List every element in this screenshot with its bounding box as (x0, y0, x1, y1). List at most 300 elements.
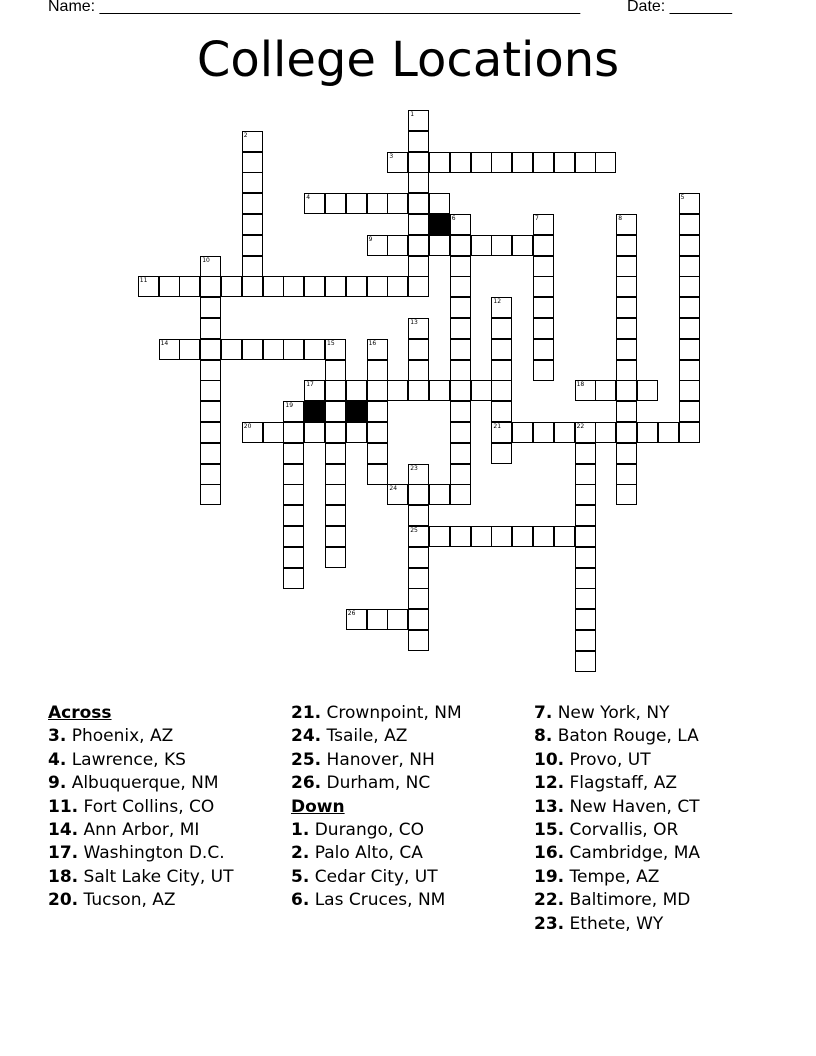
grid-cell[interactable] (450, 380, 471, 401)
clue-text: Cambridge, MA (569, 843, 701, 864)
grid-cell[interactable] (367, 276, 388, 297)
grid-cell[interactable] (408, 568, 429, 589)
grid-cell[interactable] (491, 152, 512, 173)
grid-cell[interactable] (533, 526, 554, 547)
clue-item (291, 725, 462, 748)
cell-number: 24 (389, 485, 398, 493)
grid-cell[interactable] (325, 401, 346, 422)
clue-text: Provo, UT (569, 749, 651, 770)
grid-cell[interactable] (325, 464, 346, 485)
clue-text: Tsaile, AZ (326, 726, 408, 747)
grid-cell[interactable] (616, 235, 637, 256)
grid-cell[interactable] (429, 193, 450, 214)
clue-item (534, 866, 700, 889)
grid-cell[interactable] (575, 484, 596, 505)
black-cell (429, 214, 450, 235)
cell-number: 15 (327, 339, 335, 347)
grid-cell[interactable] (242, 339, 263, 360)
clue-item (48, 889, 233, 912)
clue-text: Baltimore, MD (569, 890, 691, 911)
grid-cell[interactable] (575, 568, 596, 589)
grid-cell[interactable] (679, 380, 700, 401)
grid-cell[interactable] (346, 422, 367, 443)
grid-cell[interactable] (491, 380, 512, 401)
grid-cell[interactable] (491, 297, 512, 318)
grid-cell[interactable] (408, 547, 429, 568)
cell-number: 3 (389, 152, 394, 160)
grid-cell[interactable] (533, 152, 554, 173)
grid-cell[interactable] (512, 422, 533, 443)
grid-cell[interactable] (450, 443, 471, 464)
grid-cell[interactable] (408, 484, 429, 505)
grid-cell[interactable] (408, 110, 429, 131)
grid-cell[interactable] (200, 318, 221, 339)
grid-cell[interactable] (325, 505, 346, 526)
grid-cell[interactable] (512, 152, 533, 173)
grid-cell[interactable] (533, 318, 554, 339)
grid-cell[interactable] (679, 401, 700, 422)
clue-text: New York, NY (557, 703, 670, 723)
clue-number: 21. (291, 703, 322, 723)
grid-cell[interactable] (679, 214, 700, 235)
clue-number: 1. (291, 820, 310, 841)
clue-number: 12. (534, 773, 565, 794)
grid-cell[interactable] (367, 339, 388, 360)
grid-cell[interactable] (491, 318, 512, 339)
clue-number: 13. (534, 796, 565, 817)
grid-cell[interactable] (242, 152, 263, 173)
grid-cell[interactable] (283, 505, 304, 526)
clue-text: Cedar City, UT (314, 866, 438, 887)
cell-number: 7 (535, 215, 539, 222)
grid-cell[interactable] (450, 464, 471, 485)
grid-cell[interactable] (200, 401, 221, 422)
grid-cell[interactable] (408, 630, 429, 651)
grid-cell[interactable] (595, 380, 616, 401)
grid-cell[interactable] (575, 464, 596, 485)
grid-cell[interactable] (408, 152, 429, 173)
grid-cell[interactable] (200, 464, 221, 485)
grid-cell[interactable] (450, 401, 471, 422)
grid-cell[interactable] (200, 256, 221, 277)
grid-cell[interactable] (325, 484, 346, 505)
grid-cell[interactable] (450, 339, 471, 360)
clue-text: Tempe, AZ (569, 866, 660, 887)
grid-cell[interactable] (221, 276, 242, 297)
cell-number: 11 (139, 277, 148, 285)
grid-cell[interactable] (283, 276, 304, 297)
clue-text: Flagstaff, AZ (569, 773, 677, 794)
across-heading: Across (48, 703, 112, 723)
grid-cell[interactable] (471, 526, 492, 547)
grid-cell[interactable] (616, 464, 637, 485)
clue-text: Durango, CO (314, 820, 424, 841)
cell-number: 18 (576, 381, 585, 389)
black-cell (346, 401, 367, 422)
grid-cell[interactable] (408, 256, 429, 277)
grid-cell[interactable] (283, 568, 304, 589)
grid-cell[interactable] (242, 193, 263, 214)
grid-cell[interactable] (616, 401, 637, 422)
clue-item (534, 772, 700, 795)
grid-cell[interactable] (679, 256, 700, 277)
clue-item (534, 889, 700, 912)
cell-number: 13 (410, 319, 418, 326)
grid-cell[interactable] (283, 526, 304, 547)
grid-cell[interactable] (575, 152, 596, 173)
grid-cell[interactable] (283, 484, 304, 505)
grid-cell[interactable] (242, 172, 263, 193)
grid-cell[interactable] (387, 235, 408, 256)
clue-item (291, 866, 462, 889)
grid-cell[interactable] (679, 235, 700, 256)
grid-cell[interactable] (179, 339, 200, 360)
grid-cell[interactable] (491, 422, 512, 443)
clue-text: Ann Arbor, MI (83, 820, 200, 841)
grid-cell[interactable] (200, 276, 221, 297)
grid-cell[interactable] (616, 484, 637, 505)
grid-cell[interactable] (450, 256, 471, 277)
clue-item (48, 725, 233, 748)
grid-cell[interactable] (616, 339, 637, 360)
grid-cell[interactable] (450, 152, 471, 173)
grid-cell[interactable] (283, 547, 304, 568)
cell-number: 16 (368, 339, 377, 347)
grid-cell[interactable] (283, 401, 304, 422)
clue-number: 20. (48, 890, 79, 911)
grid-cell[interactable] (263, 339, 284, 360)
grid-cell[interactable] (408, 380, 429, 401)
grid-cell[interactable] (616, 318, 637, 339)
grid-cell[interactable] (616, 360, 637, 381)
grid-cell[interactable] (533, 360, 554, 381)
clue-text: Washington D.C. (83, 843, 225, 864)
clue-number: 16. (534, 843, 565, 864)
clue-item (48, 749, 233, 772)
grid-cell[interactable] (408, 172, 429, 193)
grid-cell[interactable] (575, 547, 596, 568)
grid-cell[interactable] (408, 276, 429, 297)
grid-cell[interactable] (283, 443, 304, 464)
grid-cell[interactable] (242, 131, 263, 152)
clue-text: Durham, NC (326, 773, 431, 794)
grid-cell[interactable] (429, 235, 450, 256)
grid-cell[interactable] (408, 505, 429, 526)
clue-number: 17. (48, 843, 79, 864)
grid-cell[interactable] (595, 422, 616, 443)
grid-cell[interactable] (491, 235, 512, 256)
grid-cell[interactable] (408, 131, 429, 152)
grid-cell[interactable] (533, 276, 554, 297)
grid-cell[interactable] (200, 422, 221, 443)
grid-cell[interactable] (242, 422, 263, 443)
grid-cell[interactable] (533, 256, 554, 277)
grid-cell[interactable] (200, 297, 221, 318)
clue-number: 25. (291, 749, 322, 770)
grid-cell[interactable] (575, 443, 596, 464)
grid-cell[interactable] (679, 276, 700, 297)
clue-number: 9. (48, 773, 67, 794)
grid-cell[interactable] (242, 276, 263, 297)
grid-cell[interactable] (408, 339, 429, 360)
grid-cell[interactable] (263, 276, 284, 297)
grid-cell[interactable] (554, 422, 575, 443)
clue-number: 10. (534, 749, 565, 770)
cell-number: 9 (368, 235, 373, 243)
grid-cell[interactable] (512, 526, 533, 547)
grid-cell[interactable] (283, 339, 304, 360)
grid-cell[interactable] (367, 422, 388, 443)
grid-cell[interactable] (679, 339, 700, 360)
grid-cell[interactable] (575, 422, 596, 443)
grid-cell[interactable] (346, 276, 367, 297)
grid-cell[interactable] (242, 214, 263, 235)
grid-cell[interactable] (575, 526, 596, 547)
grid-cell[interactable] (575, 380, 596, 401)
grid-cell[interactable] (679, 360, 700, 381)
clue-item (48, 772, 233, 795)
grid-cell[interactable] (387, 484, 408, 505)
grid-cell[interactable] (429, 526, 450, 547)
clue-text: Phoenix, AZ (71, 726, 174, 747)
clue-item (291, 772, 462, 795)
clue-item (48, 796, 233, 819)
grid-cell[interactable] (200, 443, 221, 464)
grid-cell[interactable] (637, 422, 658, 443)
grid-cell[interactable] (616, 380, 637, 401)
grid-cell[interactable] (450, 297, 471, 318)
grid-cell[interactable] (200, 339, 221, 360)
grid-cell[interactable] (408, 193, 429, 214)
clue-number: 14. (48, 820, 79, 841)
grid-cell[interactable] (450, 484, 471, 505)
name-field-label: Name: ______________________________________________________ (48, 0, 581, 15)
grid-cell[interactable] (637, 380, 658, 401)
grid-cell[interactable] (450, 276, 471, 297)
grid-cell[interactable] (367, 401, 388, 422)
grid-cell[interactable] (221, 339, 242, 360)
grid-cell[interactable] (325, 276, 346, 297)
grid-cell[interactable] (679, 297, 700, 318)
grid-cell[interactable] (471, 152, 492, 173)
grid-cell[interactable] (512, 235, 533, 256)
clue-column-2 (291, 702, 462, 913)
grid-cell[interactable] (325, 526, 346, 547)
grid-cell[interactable] (491, 443, 512, 464)
cell-number: 5 (680, 194, 685, 202)
grid-cell[interactable] (575, 588, 596, 609)
grid-cell[interactable] (387, 152, 408, 173)
grid-cell[interactable] (346, 193, 367, 214)
grid-cell[interactable] (367, 464, 388, 485)
grid-cell[interactable] (242, 235, 263, 256)
cell-number: 22 (576, 423, 585, 430)
grid-cell[interactable] (533, 339, 554, 360)
grid-cell[interactable] (554, 526, 575, 547)
grid-cell[interactable] (616, 422, 637, 443)
grid-cell[interactable] (159, 276, 180, 297)
clue-item (48, 842, 233, 865)
grid-cell[interactable] (575, 609, 596, 630)
grid-cell[interactable] (616, 276, 637, 297)
clue-number: 6. (291, 890, 310, 911)
grid-cell[interactable] (367, 193, 388, 214)
grid-cell[interactable] (575, 630, 596, 651)
grid-cell[interactable] (325, 443, 346, 464)
grid-cell[interactable] (200, 380, 221, 401)
grid-cell[interactable] (450, 214, 471, 235)
grid-cell[interactable] (367, 360, 388, 381)
grid-cell[interactable] (159, 339, 180, 360)
grid-cell[interactable] (200, 484, 221, 505)
clue-number: 7. (534, 703, 553, 723)
grid-cell[interactable] (408, 360, 429, 381)
grid-cell[interactable] (367, 380, 388, 401)
grid-cell[interactable] (679, 193, 700, 214)
clue-item (48, 819, 233, 842)
black-cell (304, 401, 325, 422)
grid-cell[interactable] (429, 380, 450, 401)
grid-cell[interactable] (491, 401, 512, 422)
cell-number: 17 (306, 381, 314, 389)
grid-cell[interactable] (367, 609, 388, 630)
grid-cell[interactable] (387, 193, 408, 214)
grid-cell[interactable] (325, 380, 346, 401)
grid-cell[interactable] (304, 193, 325, 214)
grid-cell[interactable] (616, 443, 637, 464)
cell-number: 14 (160, 339, 169, 347)
grid-cell[interactable] (533, 214, 554, 235)
grid-cell[interactable] (387, 276, 408, 297)
grid-cell[interactable] (450, 526, 471, 547)
grid-cell[interactable] (679, 318, 700, 339)
cell-number: 12 (493, 298, 502, 306)
grid-cell[interactable] (283, 422, 304, 443)
cell-number: 23 (410, 464, 418, 472)
grid-cell[interactable] (408, 464, 429, 485)
clue-number: 23. (534, 913, 565, 934)
grid-cell[interactable] (408, 235, 429, 256)
clue-number: 2. (291, 843, 310, 864)
grid-cell[interactable] (429, 484, 450, 505)
grid-cell[interactable] (346, 380, 367, 401)
grid-cell[interactable] (595, 152, 616, 173)
clue-number: 22. (534, 890, 565, 911)
grid-cell[interactable] (533, 297, 554, 318)
clue-text: Fort Collins, CO (83, 796, 215, 817)
clue-text: Salt Lake City, UT (83, 866, 234, 887)
grid-cell[interactable] (616, 256, 637, 277)
grid-cell[interactable] (138, 276, 159, 297)
clue-number: 26. (291, 773, 322, 794)
grid-cell[interactable] (658, 422, 679, 443)
grid-cell[interactable] (450, 360, 471, 381)
cell-number: 21 (493, 423, 502, 430)
clue-text: Crownpoint, NM (326, 703, 462, 723)
clue-item (534, 819, 700, 842)
grid-cell[interactable] (491, 339, 512, 360)
clue-number: 18. (48, 866, 79, 887)
grid-cell[interactable] (367, 443, 388, 464)
grid-cell[interactable] (616, 297, 637, 318)
clue-number: 15. (534, 820, 565, 841)
clue-text: Las Cruces, NM (314, 890, 446, 911)
clue-number: 11. (48, 796, 79, 817)
clue-column-3 (534, 702, 700, 936)
clue-column-1 (48, 702, 233, 913)
grid-cell[interactable] (325, 547, 346, 568)
cell-number: 25 (410, 527, 418, 534)
grid-cell[interactable] (387, 609, 408, 630)
clue-item (291, 702, 462, 725)
grid-cell[interactable] (304, 276, 325, 297)
grid-cell[interactable] (346, 609, 367, 630)
grid-cell[interactable] (304, 380, 325, 401)
grid-cell[interactable] (408, 588, 429, 609)
grid-cell[interactable] (242, 256, 263, 277)
clue-item (48, 866, 233, 889)
cell-number: 10 (202, 256, 210, 264)
grid-cell[interactable] (575, 505, 596, 526)
grid-cell[interactable] (554, 152, 575, 173)
clue-item (291, 819, 462, 842)
grid-cell[interactable] (263, 422, 284, 443)
grid-cell[interactable] (408, 609, 429, 630)
clue-item (534, 725, 700, 748)
grid-cell[interactable] (471, 380, 492, 401)
cell-number: 20 (243, 423, 252, 430)
grid-cell[interactable] (491, 360, 512, 381)
grid-cell[interactable] (616, 214, 637, 235)
grid-cell[interactable] (325, 339, 346, 360)
cell-number: 2 (243, 131, 248, 139)
clue-text: Palo Alto, CA (314, 843, 423, 864)
clue-number: 5. (291, 866, 310, 887)
grid-cell[interactable] (429, 152, 450, 173)
clue-text: Tucson, AZ (83, 890, 176, 911)
grid-cell[interactable] (283, 464, 304, 485)
grid-cell[interactable] (200, 360, 221, 381)
grid-cell[interactable] (325, 422, 346, 443)
grid-cell[interactable] (533, 422, 554, 443)
date-field-label: Date: _______ (627, 0, 732, 15)
grid-cell[interactable] (450, 235, 471, 256)
cell-number: 4 (306, 194, 311, 202)
grid-cell[interactable] (450, 422, 471, 443)
clue-item (291, 749, 462, 772)
clue-item (534, 749, 700, 772)
grid-cell[interactable] (387, 380, 408, 401)
grid-cell[interactable] (304, 422, 325, 443)
grid-cell[interactable] (408, 214, 429, 235)
grid-cell[interactable] (450, 318, 471, 339)
grid-cell[interactable] (491, 526, 512, 547)
grid-cell[interactable] (679, 422, 700, 443)
grid-cell[interactable] (367, 235, 388, 256)
grid-cell[interactable] (325, 193, 346, 214)
cell-number: 1 (410, 111, 415, 118)
grid-cell[interactable] (179, 276, 200, 297)
grid-cell[interactable] (408, 526, 429, 547)
grid-cell[interactable] (471, 235, 492, 256)
grid-cell[interactable] (533, 235, 554, 256)
clue-number: 3. (48, 726, 67, 747)
grid-cell[interactable] (304, 339, 325, 360)
grid-cell[interactable] (408, 318, 429, 339)
clue-text: Corvallis, OR (569, 820, 679, 841)
grid-cell[interactable] (575, 651, 596, 672)
grid-cell[interactable] (325, 360, 346, 381)
